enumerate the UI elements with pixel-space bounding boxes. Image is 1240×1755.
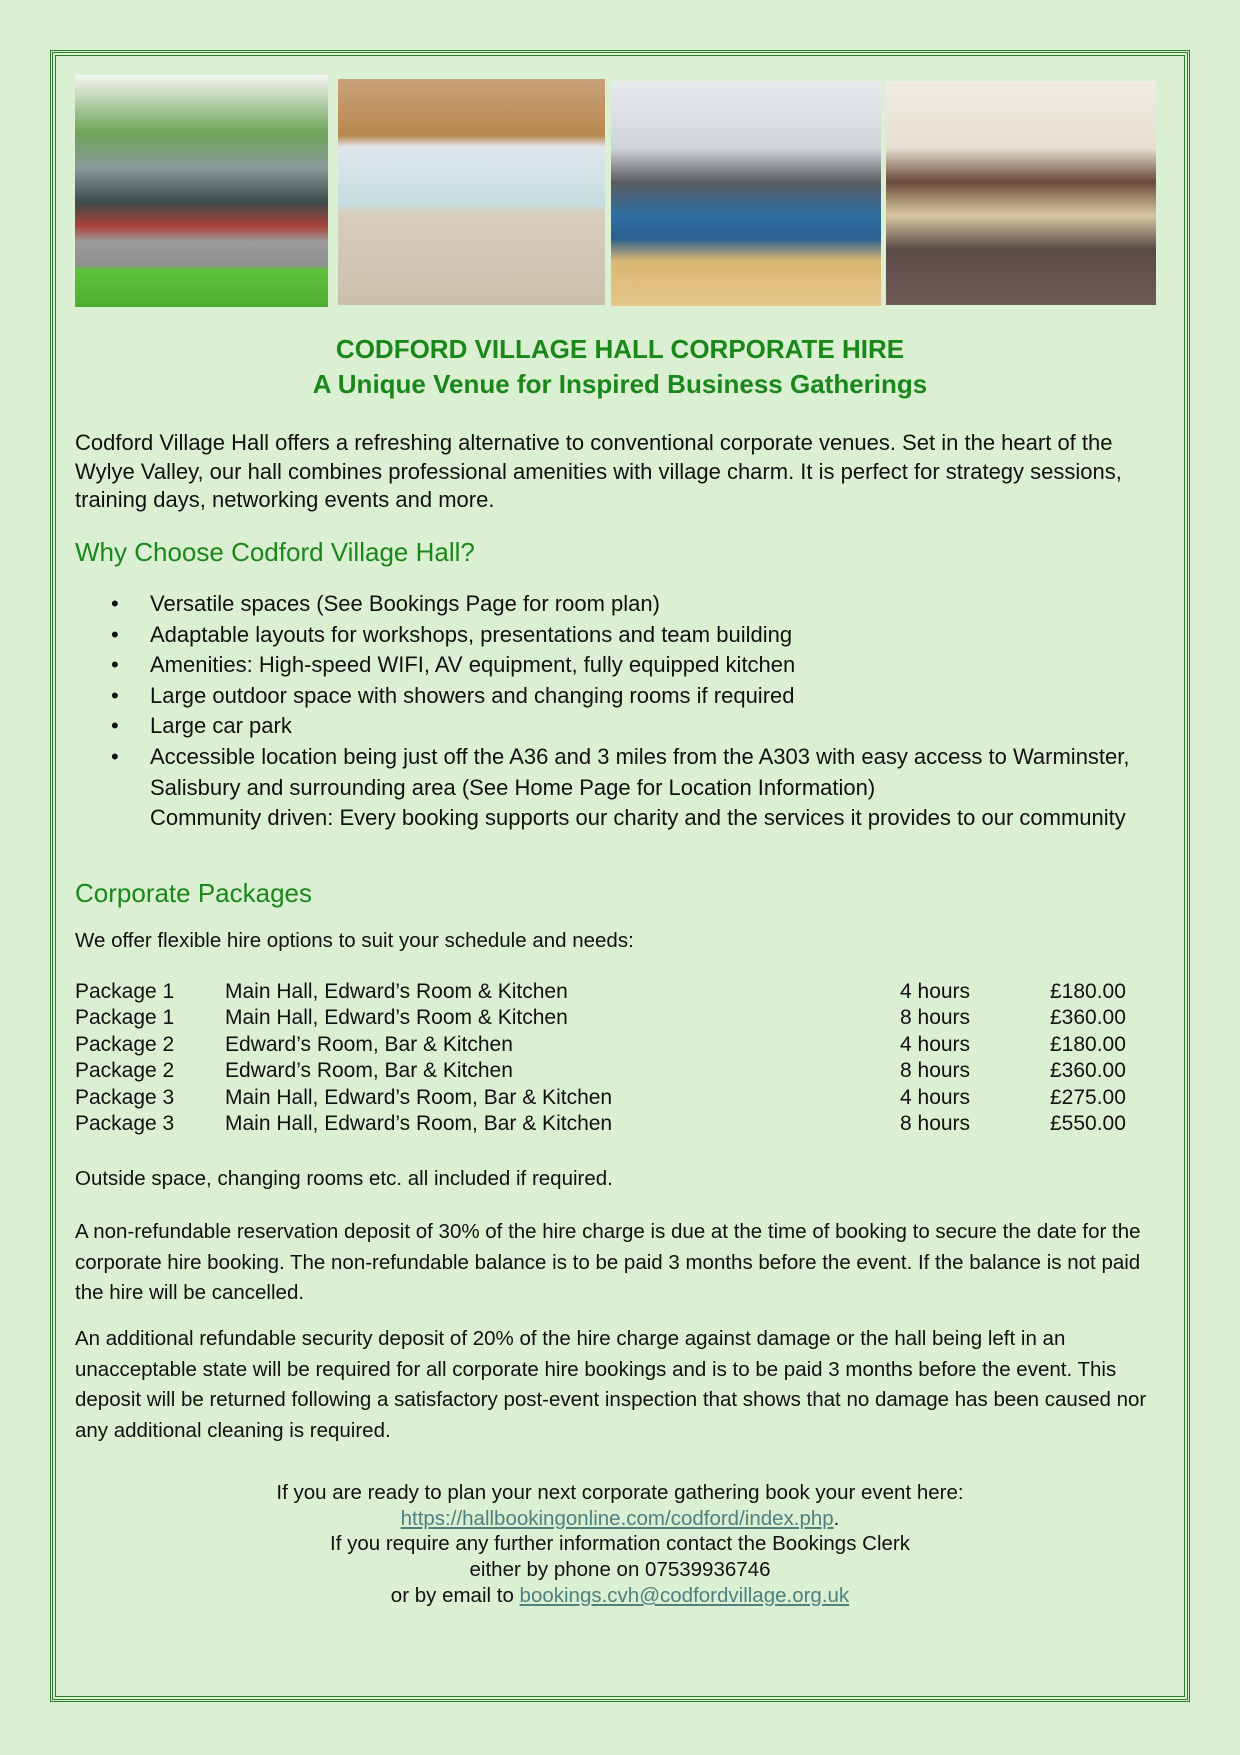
why-list: [75, 589, 1155, 834]
package-rooms: Edward’s Room, Bar & Kitchen: [225, 1059, 513, 1083]
table-row: [75, 1112, 1165, 1138]
phone-line: either by phone on 07539936746: [469, 1558, 771, 1582]
list-item: • Large car park: [75, 711, 1155, 742]
booking-link[interactable]: https://hallbookingonline.com/codford/index.php: [400, 1506, 834, 1530]
package-duration: 8 hours: [900, 1059, 971, 1083]
page-subtitle: A Unique Venue for Inspired Business Gatherings: [312, 369, 928, 399]
list-item: • Accessible location being just off the A36 and 3 miles from the A303 with easy access to Warminster, Salisbury and surrounding area (See Home Page for Location Information): [75, 742, 1155, 803]
edwards-room-photo: [886, 81, 1156, 305]
packages-intro: We offer flexible hire options to suit your schedule and needs:: [75, 929, 634, 952]
shower-room-photo: [338, 79, 605, 305]
security-deposit-paragraph: An additional refundable security deposit of 20% of the hire charge against damage or the hall being left in an unacceptable state will be required for all corporate hire bookings and is to be paid 3 months before the event. This deposit will be returned following a satisfactory post-event inspection that shows that no damage has been caused nor any additional cleaning is required.: [75, 1327, 1147, 1442]
contact-footer: [75, 1480, 1165, 1609]
link-period: .: [833, 1506, 840, 1530]
package-price: £180.00: [1050, 1032, 1126, 1056]
package-name: Package 1: [75, 1006, 175, 1030]
package-rooms: Main Hall, Edward’s Room & Kitchen: [225, 980, 568, 1003]
package-rooms: Main Hall, Edward’s Room, Bar & Kitchen: [225, 1112, 613, 1135]
table-row: [75, 1033, 1165, 1059]
package-duration: 8 hours: [900, 1112, 971, 1135]
package-price: £550.00: [1050, 1112, 1126, 1135]
list-item: • Versatile spaces (See Bookings Page for room plan): [75, 589, 1155, 620]
why-heading: Why Choose Codford Village Hall?: [75, 537, 475, 567]
package-duration: 8 hours: [900, 1006, 971, 1030]
package-duration: 4 hours: [900, 1085, 971, 1109]
list-item: • Large outdoor space with showers and changing rooms if required: [75, 681, 1155, 712]
table-row: [75, 980, 1165, 1006]
table-row: [75, 1086, 1165, 1112]
intro-paragraph: Codford Village Hall offers a refreshing alternative to conventional corporate venues. Set in the heart of the Wylye Valley, our hall combines professional amenities with village charm. It is perfect for strategy sessions, training days, networking events and more.: [75, 430, 1122, 512]
package-name: Package 1: [75, 980, 175, 1003]
email-link[interactable]: bookings.cvh@codfordvillage.org.uk: [519, 1583, 850, 1607]
package-name: Package 3: [75, 1085, 175, 1109]
package-price: £360.00: [1050, 1059, 1126, 1083]
main-hall-photo: [611, 81, 881, 306]
package-rooms: Main Hall, Edward’s Room, Bar & Kitchen: [225, 1085, 613, 1109]
package-duration: 4 hours: [900, 980, 971, 1003]
package-price: £180.00: [1050, 980, 1126, 1003]
deposit-paragraph: A non-refundable reservation deposit of 30% of the hire charge is due at the time of booking to secure the date for the corporate hire booking. The non-refundable balance is to be paid 3 months before the event. If the balance is not paid the hire will be cancelled.: [75, 1220, 1141, 1305]
email-prefix: or by email to: [390, 1583, 520, 1607]
booking-prompt: If you are ready to plan your next corporate gathering book your event here:: [276, 1481, 964, 1504]
packages-heading: Corporate Packages: [75, 878, 313, 908]
package-name: Package 2: [75, 1032, 175, 1056]
package-duration: 4 hours: [900, 1032, 971, 1056]
package-price: £360.00: [1050, 1006, 1126, 1030]
table-row: [75, 1006, 1165, 1032]
list-item: Community driven: Every booking supports our charity and the services it provides to our community: [150, 805, 1126, 831]
table-row: [75, 1059, 1165, 1085]
package-rooms: Edward’s Room, Bar & Kitchen: [225, 1032, 513, 1056]
contact-line: If you require any further information contact the Bookings Clerk: [330, 1532, 910, 1556]
package-price: £275.00: [1050, 1085, 1126, 1109]
package-rooms: Main Hall, Edward’s Room & Kitchen: [225, 1006, 568, 1030]
package-name: Package 2: [75, 1059, 175, 1083]
list-item: • Amenities: High-speed WIFI, AV equipment, fully equipped kitchen: [75, 650, 1155, 681]
list-item: • Adaptable layouts for workshops, presentations and team building: [75, 620, 1155, 651]
hall-exterior-photo: [75, 75, 328, 307]
page-title: CODFORD VILLAGE HALL CORPORATE HIRE: [335, 334, 905, 364]
package-name: Package 3: [75, 1112, 175, 1135]
outside-note: Outside space, changing rooms etc. all included if required.: [75, 1167, 613, 1190]
